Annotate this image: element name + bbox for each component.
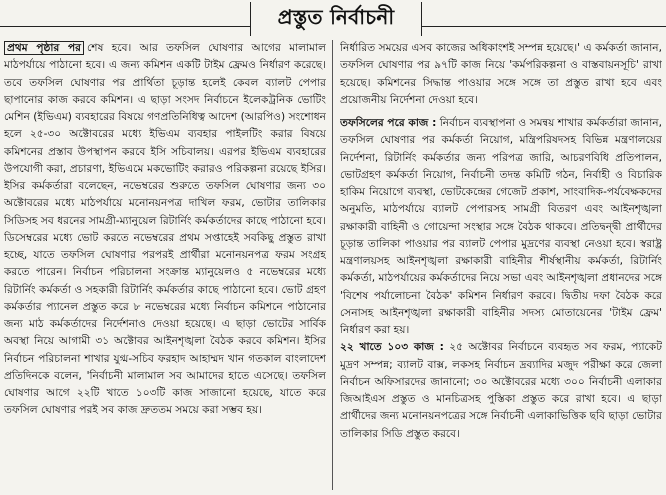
title-box: [250, 2, 422, 36]
section1-body: নির্বাচন ব্যবস্থাপনা ও সমন্বয় শাখার কর্মকর্তারা জানান, তফসিল ঘোষণার পর কর্মকর্তা নিয়োগ, মন্ত্রিপরিষদসহ বিভিন্ন মন্ত্রণালয়ের নির্দেশনা, রিটার্নিং কর্মকর্তার জন্য পরিপত্র জারি, আচরণবিধি প্রতিপালন, ভোটগ্রহণ কর্মকর্তা নিয়োগ, নির্বাচনী তদন্ত কমিটি গঠন, নির্বাহী ও বিচারিক হাকিম নিয়োগে ব্যবস্থা, ভোটকেন্দ্রের গেজেট প্রকাশ, সাংবাদিক-পর্যবেক্ষকদের অনুমতি, মাঠপর্যায়ে ব্যালট পেপারসহ সামগ্রী বিতরণ এবং আইনশৃঙ্খলা রক্ষাকারী বাহিনী ও গোয়েন্দা সংস্থার সঙ্গে বৈঠক থাকবে। প্রতিদ্বন্দ্বী প্রার্থীদের চূড়ান্ত তালিকা পাওয়ার পর ব্যালট পেপার মুদ্রণের ব্যবস্থা নেওয়া হবে। স্বরাষ্ট্র মন্ত্রণালয়সহ আইনশৃঙ্খলা রক্ষাকারী বাহিনীর শীর্ষস্থানীয় কর্মকর্তা, রিটার্নিং কর্মকর্তা, মাঠপর্যায়ের কর্মকর্তাদের নিয়ে সভা এবং আইনশৃঙ্খলা প্রধানদের সঙ্গে 'বিশেষ পর্যালোচনা বৈঠক' কমিশন নির্ধারণ করবে। দ্বিতীয় দফা বৈঠক করে সেনাসহ আইনশৃঙ্খলা রক্ষাকারী বাহিনীর সদস্য মোতায়েনের 'টাইম ফ্রেম' নির্ধারণ করা হয়।: [340, 117, 662, 336]
section2-paragraph: [340, 339, 662, 443]
right-column: [340, 40, 662, 492]
left-paragraph: [4, 40, 326, 420]
right-intro-paragraph: নির্ধারিত সময়ের এসব কাজের অধিকাংশই সম্পন্ন হয়েছে।' এ কর্মকর্তা জানান, তফসিল ঘোষণার পর ৯৭টি কাজ নিয়ে 'কর্মপরিকল্পনা ও বাস্তবায়নসূচি' রাখা হয়েছে। কমিশনের সিদ্ধান্ত পাওয়ার সঙ্গে সঙ্গে তা প্রস্তুত রাখা হবে এবং প্রয়োজনীয় নির্দেশনা দেওয়া হবে।: [340, 42, 662, 106]
section1-heading: তফসিলের পরে কাজ :: [340, 117, 437, 129]
continued-from-label: প্রথম পৃষ্ঠার পর: [4, 41, 84, 55]
page-title: প্রস্তুত নির্বাচনী: [277, 4, 395, 29]
section1-paragraph: [340, 115, 662, 339]
section2-body: ২৫ অক্টোবর নির্বাচনে ব্যবহৃত সব ফরম, প্যাকেট মুদ্রণ সম্পন্ন; ব্যালট বাক্স, লকসহ নির্বাচন দ্রব্যাদির মজুদ পরীক্ষা করে জেলা নির্বাচন অফিসারদের জানানো; ৩০ অক্টোবরের মধ্যে ৩০০ নির্বাচনী এলাকার জিআইএস প্রস্তুত ও মানচিত্রসহ পুস্তিকা প্রস্তুত করে রাখা হবে। এ ছাড়া প্রার্থীদের জন্য মনোনয়নপত্রের সঙ্গে নির্বাচনী এলাকাভিত্তিক ছবি ছাড়া ভোটার তালিকার সিডি প্রস্তুত করবে।: [340, 341, 662, 440]
column-divider: [332, 40, 333, 490]
section2-heading: ২২ খাতে ১০৩ কাজ :: [340, 341, 444, 354]
left-column: [4, 40, 326, 492]
left-paragraph-text: শেষ হবে। আর তফসিল ঘোষণার আগের মালামাল মাঠপর্যায়ে পাঠানো হবে। এ জন্য কমিশন একটি টাইম ফ্রেমও নির্ধারণ করেছে। তবে তফসিল ঘোষণার পর প্রার্থিতা চূড়ান্ত হলেই কেবল ব্যালট পেপার ছাপানোর কাজ করবে কমিশন। এ ছাড়া সংসদ নির্বাচনে ইলেকট্রনিক ভোটিং মেশিন (ইভিএম) ব্যবহারের বিষয়ে গণপ্রতিনিধিত্ব আদেশ (আরপিও) সংশোধন হলে ২৫-৩০ অক্টোবরের মধ্যে ইভিএম ব্যবহার পাইলটিং করার বিষয়ে কমিশনের প্রস্তাব উপস্থাপন করবে ইসি সচিবালয়। এরপর ইভিএম ব্যবহারের উপযোগী করা, প্রচারণা, ইভিএমে মকভোটিং করারও পরিকল্পনা রয়েছে ইসির। ইসির কর্মকর্তারা বলেছেন, নভেম্বরের শুরুতে তফসিল ঘোষণার জন্য ৩০ অক্টোবরের মধ্যে মাঠপর্যায়ে মনোনয়নপত্র দাখিল ফরম, ভোটার তালিকার সিডিসহ সব ধরনের সামগ্রী-ম্যানুয়েল রিটার্নিং কর্মকর্তাদের কাছে পাঠানো হবে। ডিসেম্বরের মধ্যে ভোট করতে নভেম্বরের প্রথম সপ্তাহেই সবকিছু প্রস্তুত রাখা হচ্ছে, যাতে তফসিল ঘোষণার পরপরই প্রার্থীরা মনোনয়নপত্র ফরম সংগ্রহ করতে পারেন। নির্বাচন পরিচালনা সংক্রান্ত ম্যানুয়েলও ৫ নভেম্বরের মধ্যে রিটার্নিং কর্মকর্তা ও সহকারী রিটার্নিং কর্মকর্তার কাছে পাঠানো হবে। ভোট গ্রহণ কর্মকর্তার প্যানেল প্রস্তুত করে ৮ নভেম্বরের মধ্যে নির্বাচন কমিশনে পাঠানোর জন্য মাঠ কর্মকর্তাদের নির্দেশনাও দেওয়া হয়েছে। এ ছাড়া ভোটের সার্বিক অবস্থা নিয়ে আগামী ৩১ অক্টোবর আইনশৃঙ্খলা বৈঠক করবে কমিশন। ইসির নির্বাচন পরিচালনা শাখার যুগ্ম-সচিব ফরহাদ আহাম্মদ খান গতকাল বাংলাদেশ প্রতিদিনকে বলেন, 'নির্বাচনী মালামাল সব আমাদের হাতে এসেছে। তফসিল ঘোষণার আগে ২২টি খাতে ১০৩টি কাজ সাজানো হয়েছে, যাতে করে তফসিল ঘোষণার পরই সব কাজ দ্রুততম সময়ে করা সম্ভব হয়।: [4, 42, 326, 417]
